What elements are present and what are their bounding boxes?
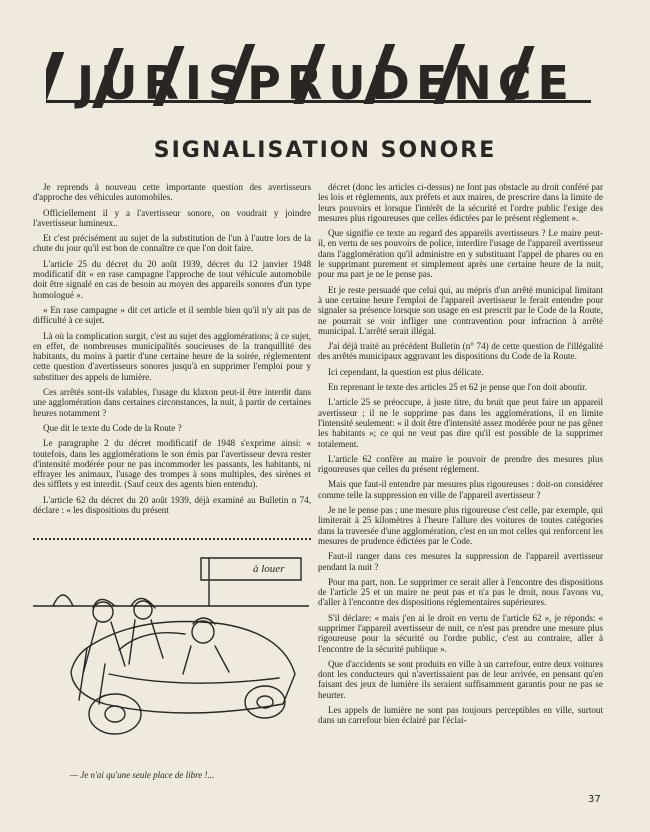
paragraph: Ici cependant, la question est plus délicate. bbox=[328, 366, 484, 377]
paragraph: décret (donc les articles ci-dessus) ne font pas obstacle au droit conféré par les lois et règlements, aux préfets et aux maires, de prescrire dans la limite de leurs pouvoirs et lorsque l'intérêt de la sécurité et l'ordre public l'exige des mesures plus rigoureuses que celles édictées par le présent règlement ». bbox=[318, 182, 603, 223]
paragraph: L'article 25 du décret du 20 août 1939, décret du 12 janvier 1948 modificatif dit « en rase campagne l'approche de tout véhicule automobile doit être signalé en cas de besoin au moyen des appareils sonores d'un type homologué ». bbox=[33, 258, 311, 300]
paragraph: Le paragraphe 2 du décret modificatif de 1948 s'exprime ainsi: « toutefois, dans les agglomérations le son émis par l'avertisseur devra rester d'intensité modérée pour ne pas incommoder les passants, les habitants, ni effrayer les animaux, l'usage des trompes à sons multiples, des sirènes et des sifflets y est interdit. (Sauf ceux des agents bien entendu). bbox=[33, 438, 311, 490]
paragraph: Que dit le texte du Code de la Route ? bbox=[43, 422, 182, 433]
left-column bbox=[33, 182, 311, 520]
masthead-title: JURISPRUDENCE bbox=[77, 56, 575, 110]
paragraph: L'article 62 confère au maire le pouvoir de prendre des mesures plus rigoureuses que celles du présent règlement. bbox=[318, 453, 603, 475]
paragraph: J'ai déjà traité au précédent Bulletin (n° 74) de cette question de l'illégalité des arrêtés municipaux aggravant les dispositions du Code de la Route. bbox=[318, 341, 603, 362]
right-column bbox=[318, 182, 603, 731]
paragraph: Que d'accidents se sont produits en ville à un carrefour, entre deux voitures dont les conducteurs qui n'avertissaient pas de leur arrivée, en pensant qu'en faisant des jeux de lumière ils seraient suffisamment garantis pour ne pas se heurter. bbox=[318, 658, 603, 700]
paragraph: Officiellement il y a l'avertisseur sonore, on voudrait y joindre l'avertisseur lumineux.. bbox=[33, 207, 311, 228]
cartoon-drawing bbox=[33, 554, 309, 764]
cartoon-illustration bbox=[33, 554, 309, 764]
paragraph: « En rase campagne » dit cet article et il semble bien qu'il n'y ait pas de difficulté à ce sujet. bbox=[33, 304, 311, 326]
paragraph: L'article 62 du décret du 20 août 1939, déjà examiné au Bulletin n 74, déclare : « les dispositions du présent bbox=[33, 494, 311, 516]
article-title: SIGNALISATION SONORE bbox=[153, 138, 497, 163]
paragraph: Que signifie ce texte au regard des appareils avertisseurs ? Le maire peut-il, en vertu de ses pouvoirs de police, interdire l'usage de l'appareil avertisseur dans l'agglomération qu'il administre en y substituant l'appel de phares ou en le supprimant purement et simplement après une certaine heure de la nuit, pour ma part je ne le pense pas. bbox=[318, 228, 603, 280]
dotted-separator bbox=[33, 538, 311, 540]
paragraph: Mais que faut-il entendre par mesures plus rigoureuses : doit-on considérer comme telle la suppression en ville de l'appareil avertisseur ? bbox=[318, 479, 603, 500]
cartoon-caption: — Je n'ai qu'une seule place de libre !... bbox=[70, 770, 215, 780]
paragraph: Là où la complication surgit, c'est au sujet des agglomérations; à ce sujet, en effet, de nombreuses municipalités soucieuses de la tranquillité des habitants, du moins à partir d'une certaine heure de la soirée, réglementent cette question d'avertisseurs sonores jusqu'à en supprimer l'emploi pour y substituer des appels de lumière. bbox=[33, 330, 311, 382]
paragraph: Et je reste persuadé que celui qui, au mépris d'un arrêté municipal limitant à une certaine heure l'emploi de l'appareil avertisseur le ferait entendre pour signaler sa présence lorsque son usage en est prescrit par le Code de la Route, ne pourrait se voir infliger une contravention pour infraction à arrêté municipal. L'arrêté serait illégal. bbox=[318, 284, 603, 336]
paragraph: Faut-il ranger dans ces mesures la suppression de l'appareil avertisseur pendant la nuit ? bbox=[318, 551, 603, 572]
paragraph: S'il déclare: « mais j'en ai le droit en vertu de l'article 62 », je réponds: « supprimer l'appareil avertisseur de nuit, ce n'est pas prendre une mesure plus rigoureuse pour la sécurité ou l'ordre public, c'est au contraire, aller à l'encontre de la sécurité publique ». bbox=[318, 612, 603, 654]
paragraph: Les appels de lumière ne sont pas toujours perceptibles en ville, surtout dans un carrefour bien éclairé par l'éclai- bbox=[318, 705, 603, 726]
paragraph: Je ne le pense pas ; une mesure plus rigoureuse c'est celle, par exemple, qui limiterait à 25 kilomètres à l'heure l'allure des voitures de toutes catégories dans la traversée d'une agglomération, c'est en un mot celles qui renforcent les mesures de prudence édictées par le Code. bbox=[318, 505, 603, 546]
paragraph: L'article 25 se préoccupe, à juste titre, du bruit que peut faire un appareil avertisseur ; il ne le supprime pas dans les agglomérations, il en limite l'intensité seulement: « il doit être d'intensité assez modérée pour ne pas gêner les habitants »; ce qui ne veut pas dire qu'il est possible de la supprimer totalement. bbox=[318, 397, 603, 449]
masthead bbox=[46, 42, 606, 124]
paragraph: Ces arrêtés sont-ils valables, l'usage du klaxon peut-il être interdit dans une agglomération dans certaines circonstances, la nuit, à partir de certaines heures notamment ? bbox=[33, 387, 311, 418]
page-number: 37 bbox=[588, 794, 601, 805]
paragraph: Et c'est précisément au sujet de la substitution de l'un à l'autre lors de la chute du jour qu'il est bon de connaître ce que l'on doit faire. bbox=[33, 233, 311, 254]
paragraph: En reprenant le texte des articles 25 et 62 je pense que l'on doit aboutir. bbox=[328, 382, 587, 393]
cartoon-sign-text: à louer bbox=[253, 563, 285, 575]
paragraph: Je reprends à nouveau cette importante question des avertisseurs d'approche des véhicules automobiles. bbox=[33, 182, 311, 203]
paragraph: Pour ma part, non. Le supprimer ce serait aller à l'encontre des dispositions de l'article 25 et un maire ne peut pas et n'a pas le droit, nous l'avons vu, d'aller à l'encontre des dispositions réglementaires supérieures. bbox=[318, 576, 603, 608]
